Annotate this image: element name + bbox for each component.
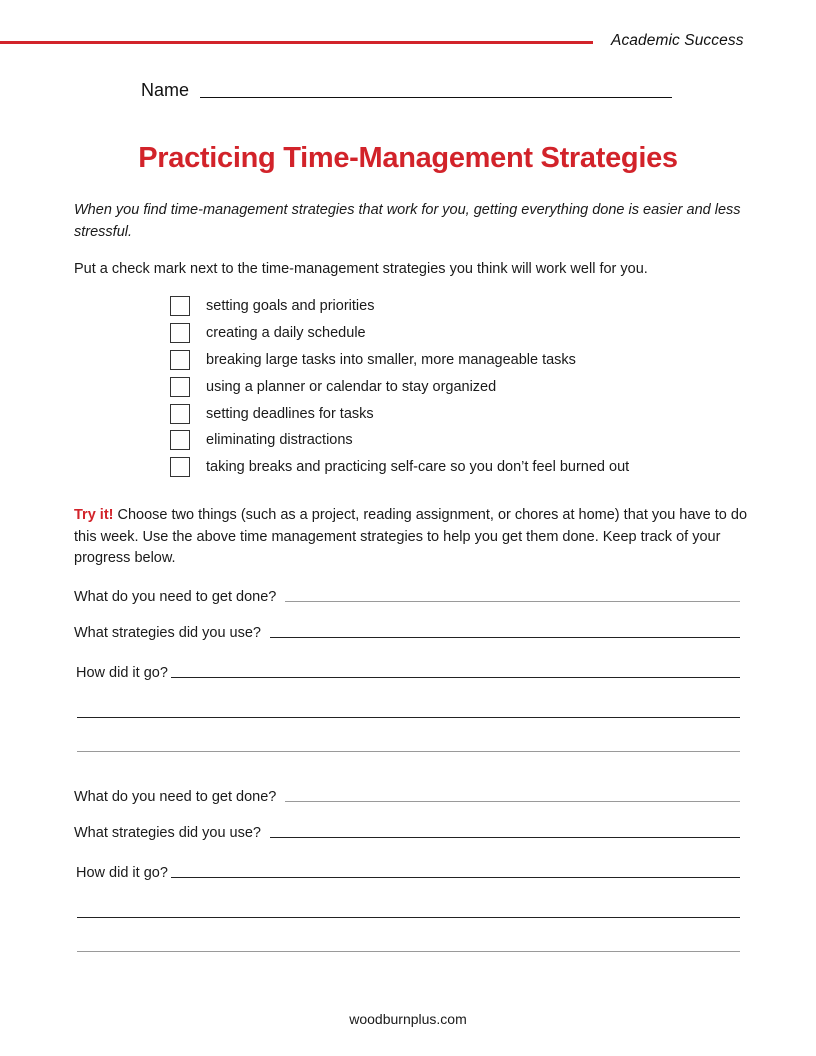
checklist-item-label: setting goals and priorities: [206, 298, 375, 315]
header-category-tag: Academic Success: [611, 32, 744, 49]
checkbox[interactable]: [170, 350, 190, 370]
checkbox[interactable]: [170, 457, 190, 477]
section-1-question-1: [74, 589, 740, 605]
answer-line[interactable]: [270, 637, 740, 638]
checklist-item[interactable]: [170, 454, 629, 481]
checklist-item-label: taking breaks and practicing self-care so you don’t feel burned out: [206, 459, 630, 476]
section-2-question-1: [74, 789, 740, 805]
checkbox[interactable]: [170, 323, 190, 343]
section-2-question-3: [76, 865, 740, 881]
checkbox[interactable]: [170, 377, 190, 397]
section-1-question-3: [76, 665, 740, 681]
name-label: Name: [141, 80, 190, 100]
question-label: What strategies did you use?: [74, 625, 261, 641]
name-input-line[interactable]: [200, 97, 672, 98]
checklist-item-label: setting deadlines for tasks: [206, 405, 374, 422]
answer-line-extra[interactable]: [77, 951, 740, 952]
strategy-checklist: [170, 293, 629, 481]
checklist-item[interactable]: [170, 320, 629, 347]
checklist-item-label: breaking large tasks into smaller, more manageable tasks: [206, 351, 576, 368]
answer-line-extra[interactable]: [77, 917, 740, 918]
page-title: Practicing Time-Management Strategies: [138, 142, 678, 174]
answer-line[interactable]: [285, 601, 740, 602]
checklist-item[interactable]: [170, 373, 629, 400]
instruction-text: Put a check mark next to the time-management strategies you think will work well for you.: [74, 261, 648, 277]
header-rule: [0, 41, 593, 44]
intro-text: When you find time-management strategies that work for you, getting everything done is easier and less stressful.: [74, 202, 741, 240]
checkbox[interactable]: [170, 430, 190, 450]
footer-site-url: woodburnplus.com: [349, 1011, 467, 1027]
answer-line[interactable]: [285, 801, 740, 802]
answer-line-extra[interactable]: [77, 717, 740, 718]
section-2-question-2: [74, 825, 740, 841]
checkbox[interactable]: [170, 404, 190, 424]
answer-line[interactable]: [171, 677, 740, 678]
question-label: How did it go?: [76, 665, 168, 681]
try-it-text: Choose two things (such as a project, reading assignment, or chores at home) that you have to do this week. Use the above time management strategies to help you get them done. Keep track of your progress below.: [74, 507, 748, 567]
question-label: What do you need to get done?: [74, 589, 277, 605]
answer-line-extra[interactable]: [77, 751, 740, 752]
question-label: How did it go?: [76, 865, 168, 881]
question-label: What do you need to get done?: [74, 789, 277, 805]
checkbox[interactable]: [170, 296, 190, 316]
checklist-item[interactable]: [170, 293, 629, 320]
question-label: What strategies did you use?: [74, 825, 261, 841]
section-1-question-2: [74, 625, 740, 641]
checklist-item[interactable]: [170, 400, 629, 427]
checklist-item-label: using a planner or calendar to stay organized: [206, 378, 497, 395]
checklist-item-label: creating a daily schedule: [206, 325, 366, 342]
answer-line[interactable]: [171, 877, 740, 878]
try-it-lead: Try it!: [74, 507, 114, 523]
checklist-item-label: eliminating distractions: [206, 432, 353, 449]
checklist-item[interactable]: [170, 427, 629, 454]
answer-line[interactable]: [270, 837, 740, 838]
checklist-item[interactable]: [170, 347, 629, 374]
try-it-paragraph: [74, 505, 754, 570]
